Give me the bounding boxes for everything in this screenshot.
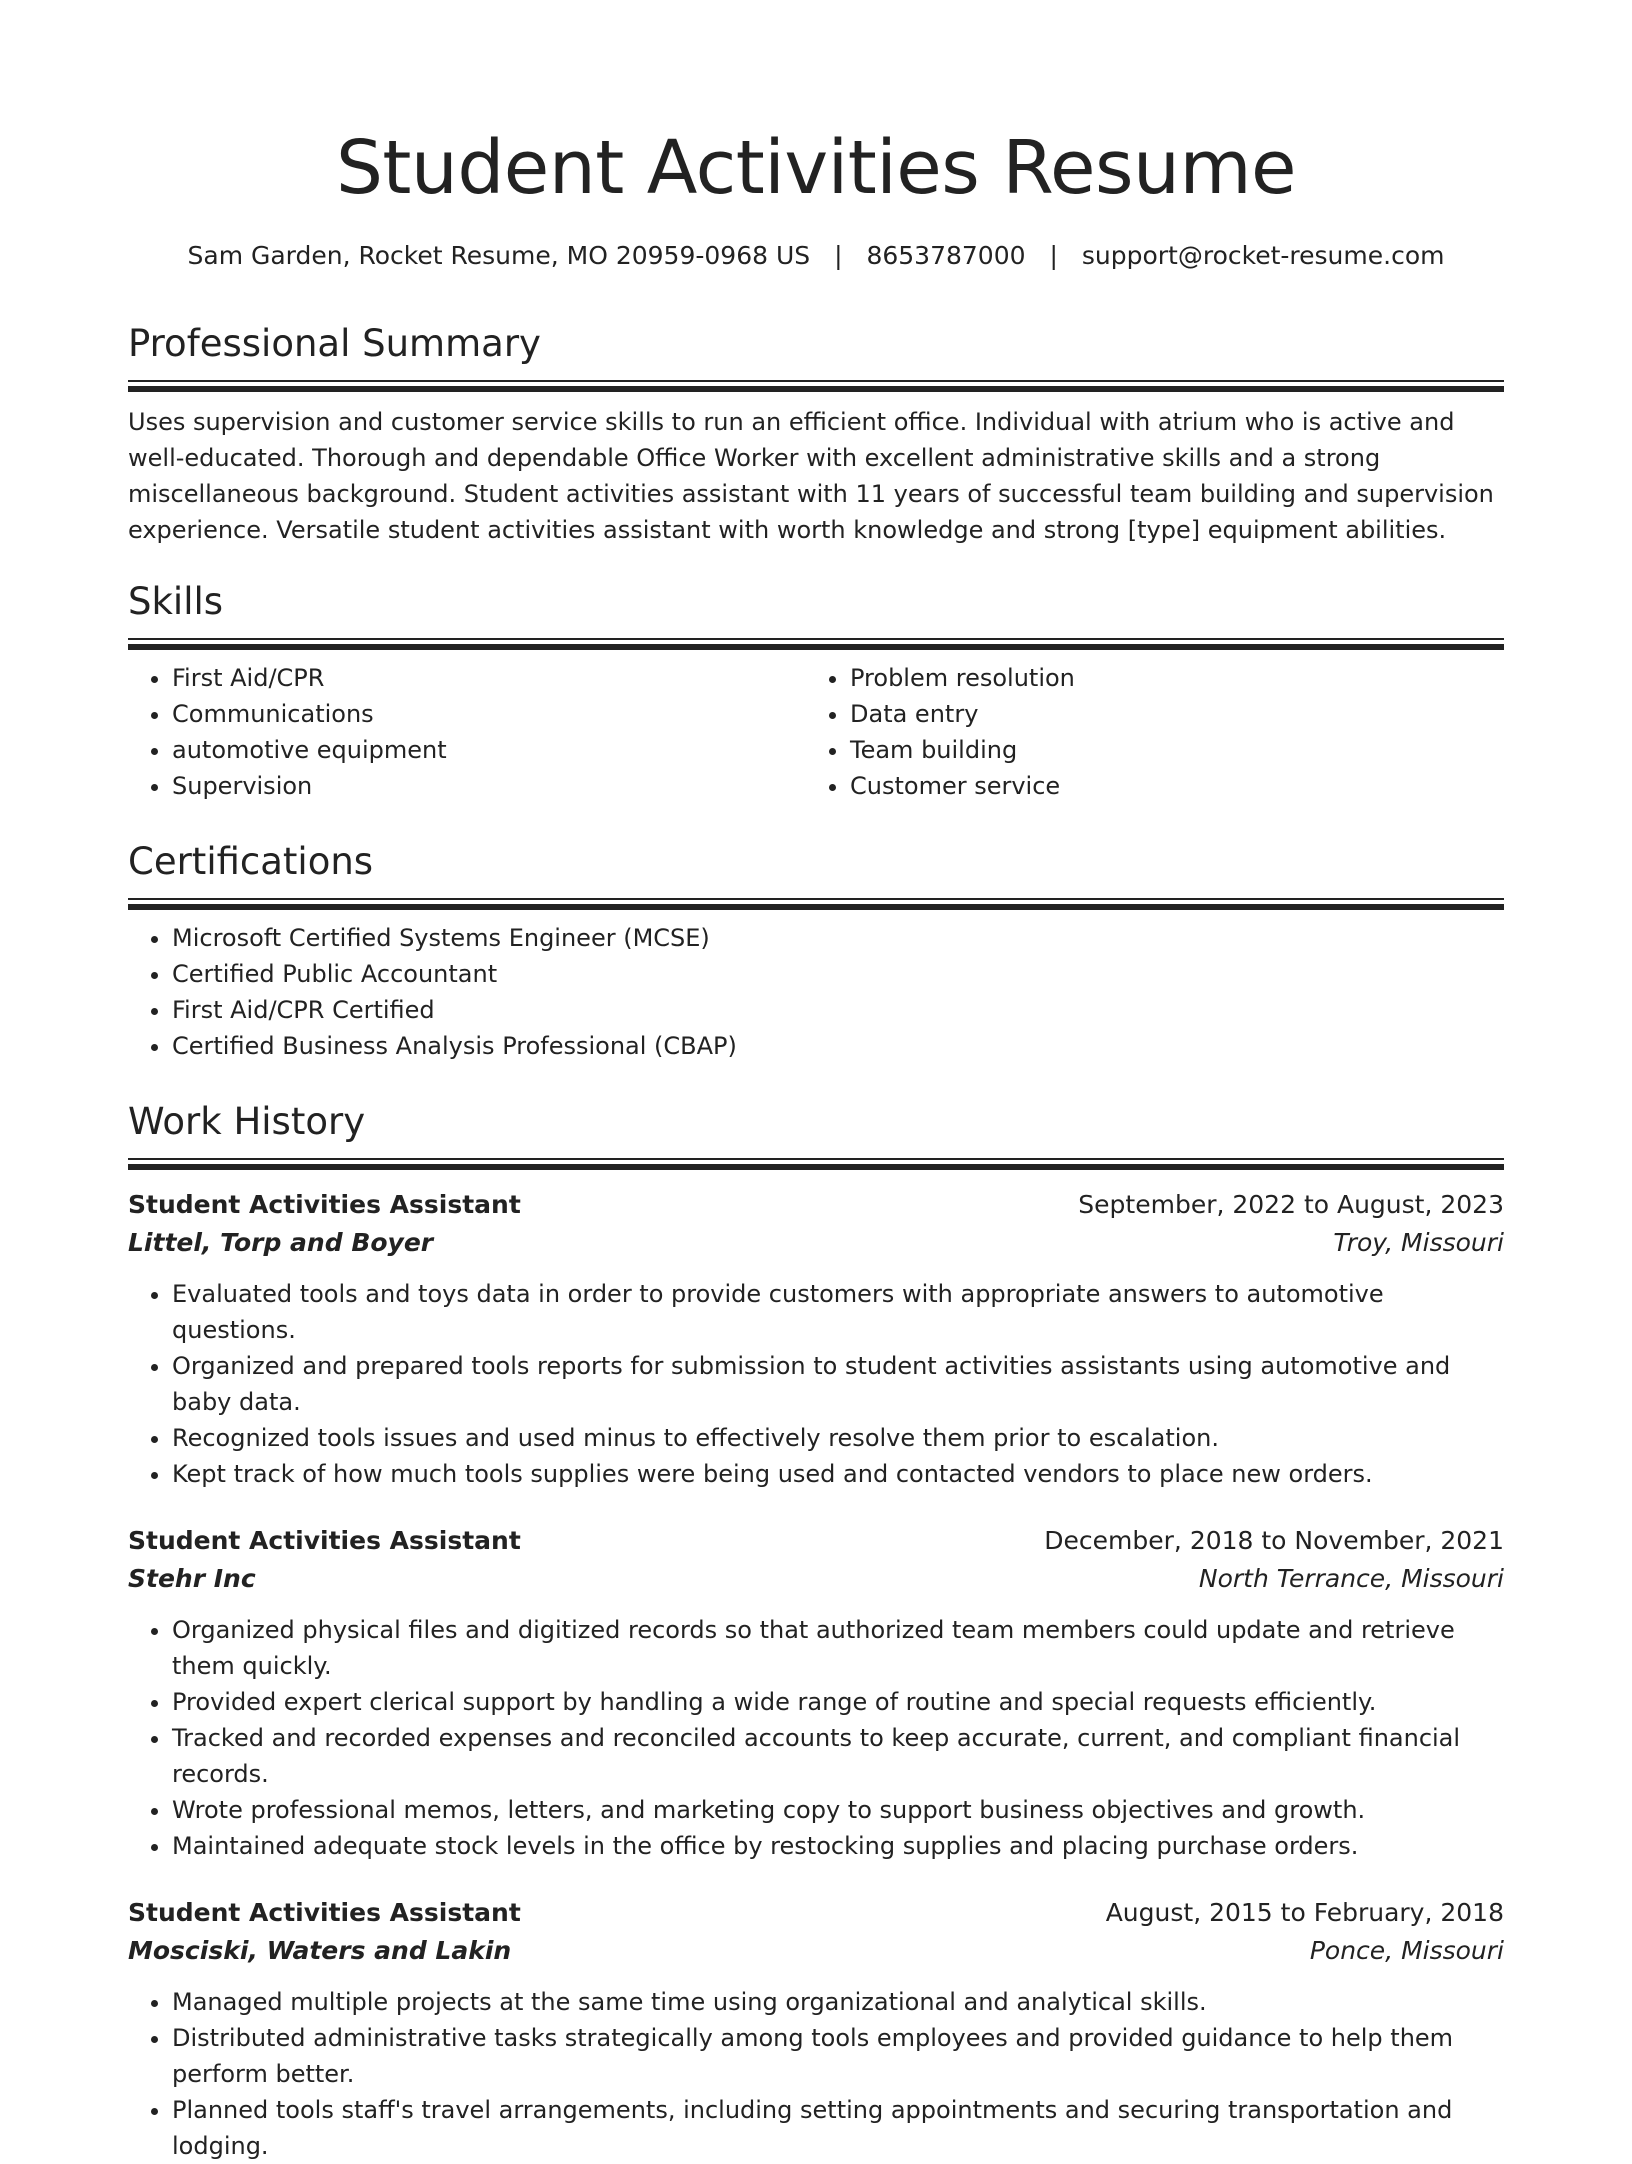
summary-section [128,320,1504,548]
job-header-row [128,1522,1504,1560]
job-bullet: • Distributed administrative tasks strategically among tools employees and provided guidance to help them perform better. [172,2020,1504,2092]
certifications-heading: Certifications [128,840,374,883]
skill-item: • Supervision [172,768,806,804]
job-bullet: • Provided expert clerical support by handling a wide range of routine and special requests efficiently. [172,1684,1504,1720]
job-bullet: • Wrote professional memos, letters, and marketing copy to support business objectives and growth. [172,1792,1504,1828]
job-entry [128,1186,1504,1492]
skills-list-left [128,660,806,804]
job-location: Ponce, Missouri [1309,1936,1504,1965]
job-entry [128,1522,1504,1864]
job-dates: August, 2015 to February, 2018 [1105,1898,1504,1927]
job-bullet: • Organized physical files and digitized records so that authorized team members could update and retrieve them quickly. [172,1612,1504,1684]
job-company: Mosciski, Waters and Lakin [128,1936,512,1965]
work-history-section [128,1098,1504,2164]
job-location: North Terrance, Missouri [1198,1564,1504,1593]
job-bullet: • Maintained adequate stock levels in the office by restocking supplies and placing purchase orders. [172,1828,1504,1864]
job-bullet: • Managed multiple projects at the same time using organizational and analytical skills. [172,1984,1504,2020]
certifications-section [128,838,1504,1064]
job-title: Student Activities Assistant [128,1898,521,1927]
job-company-row [128,1932,1504,1970]
job-bullet: • Planned tools staff's travel arrangements, including setting appointments and securing transportation and lodging. [172,2092,1504,2164]
job-dates: September, 2022 to August, 2023 [1078,1190,1504,1219]
job-company-row [128,1224,1504,1262]
certifications-list [128,920,1504,1064]
section-divider [128,898,1504,910]
job-bullet: • Tracked and recorded expenses and reconciled accounts to keep accurate, current, and compliant financial records. [172,1720,1504,1792]
job-bullets [128,1276,1504,1492]
job-title: Student Activities Assistant [128,1190,521,1219]
section-divider [128,1158,1504,1170]
skills-heading: Skills [128,580,224,623]
certification-item: • Certified Public Accountant [172,956,1504,992]
contact-phone: 8653787000 [866,241,1026,270]
certification-item: • Microsoft Certified Systems Engineer (MCSE) [172,920,1504,956]
contact-separator: | [1049,241,1058,270]
skills-list-right [806,660,1484,804]
summary-text: Uses supervision and customer service skills to run an efficient office. Individual with atrium who is active and well-educated. Thorough and dependable Office Worker with excellent administrative skills and a strong miscellaneous background. Student activities assistant with 11 years of successful team building and supervision experience. Versatile student activities assistant with worth knowledge and strong [type] equipment abilities. [128,408,1494,544]
section-divider [128,638,1504,650]
contact-separator: | [834,241,843,270]
skill-item: • automotive equipment [172,732,806,768]
job-company: Stehr Inc [128,1564,256,1593]
work-history-heading: Work History [128,1100,366,1143]
job-header-row [128,1894,1504,1932]
job-bullets [128,1984,1504,2164]
job-company-row [128,1560,1504,1598]
job-bullets [128,1612,1504,1864]
contact-email: support@rocket-resume.com [1081,241,1445,270]
summary-heading: Professional Summary [128,322,541,365]
section-divider [128,380,1504,392]
job-bullet: • Organized and prepared tools reports for submission to student activities assistants using automotive and baby data. [172,1348,1504,1420]
certification-item: • First Aid/CPR Certified [172,992,1504,1028]
skill-item: • First Aid/CPR [172,660,806,696]
certification-item: • Certified Business Analysis Professional (CBAP) [172,1028,1504,1064]
skill-item: • Problem resolution [850,660,1484,696]
contact-line [128,238,1504,274]
skill-item: • Team building [850,732,1484,768]
job-dates: December, 2018 to November, 2021 [1044,1526,1504,1555]
skill-item: • Data entry [850,696,1484,732]
job-company: Littel, Torp and Boyer [128,1228,434,1257]
skill-item: • Communications [172,696,806,732]
contact-address: Sam Garden, Rocket Resume, MO 20959-0968 US [187,241,811,270]
job-location: Troy, Missouri [1333,1228,1504,1257]
job-entry [128,1894,1504,2164]
skills-section [128,578,1504,804]
job-bullet: • Kept track of how much tools supplies were being used and contacted vendors to place new orders. [172,1456,1504,1492]
resume-title: Student Activities Resume [335,125,1297,211]
skill-item: • Customer service [850,768,1484,804]
job-bullet: • Recognized tools issues and used minus to effectively resolve them prior to escalation. [172,1420,1504,1456]
job-bullet: • Evaluated tools and toys data in order to provide customers with appropriate answers to automotive questions. [172,1276,1504,1348]
job-title: Student Activities Assistant [128,1526,521,1555]
skills-columns [128,660,1504,804]
job-header-row [128,1186,1504,1224]
